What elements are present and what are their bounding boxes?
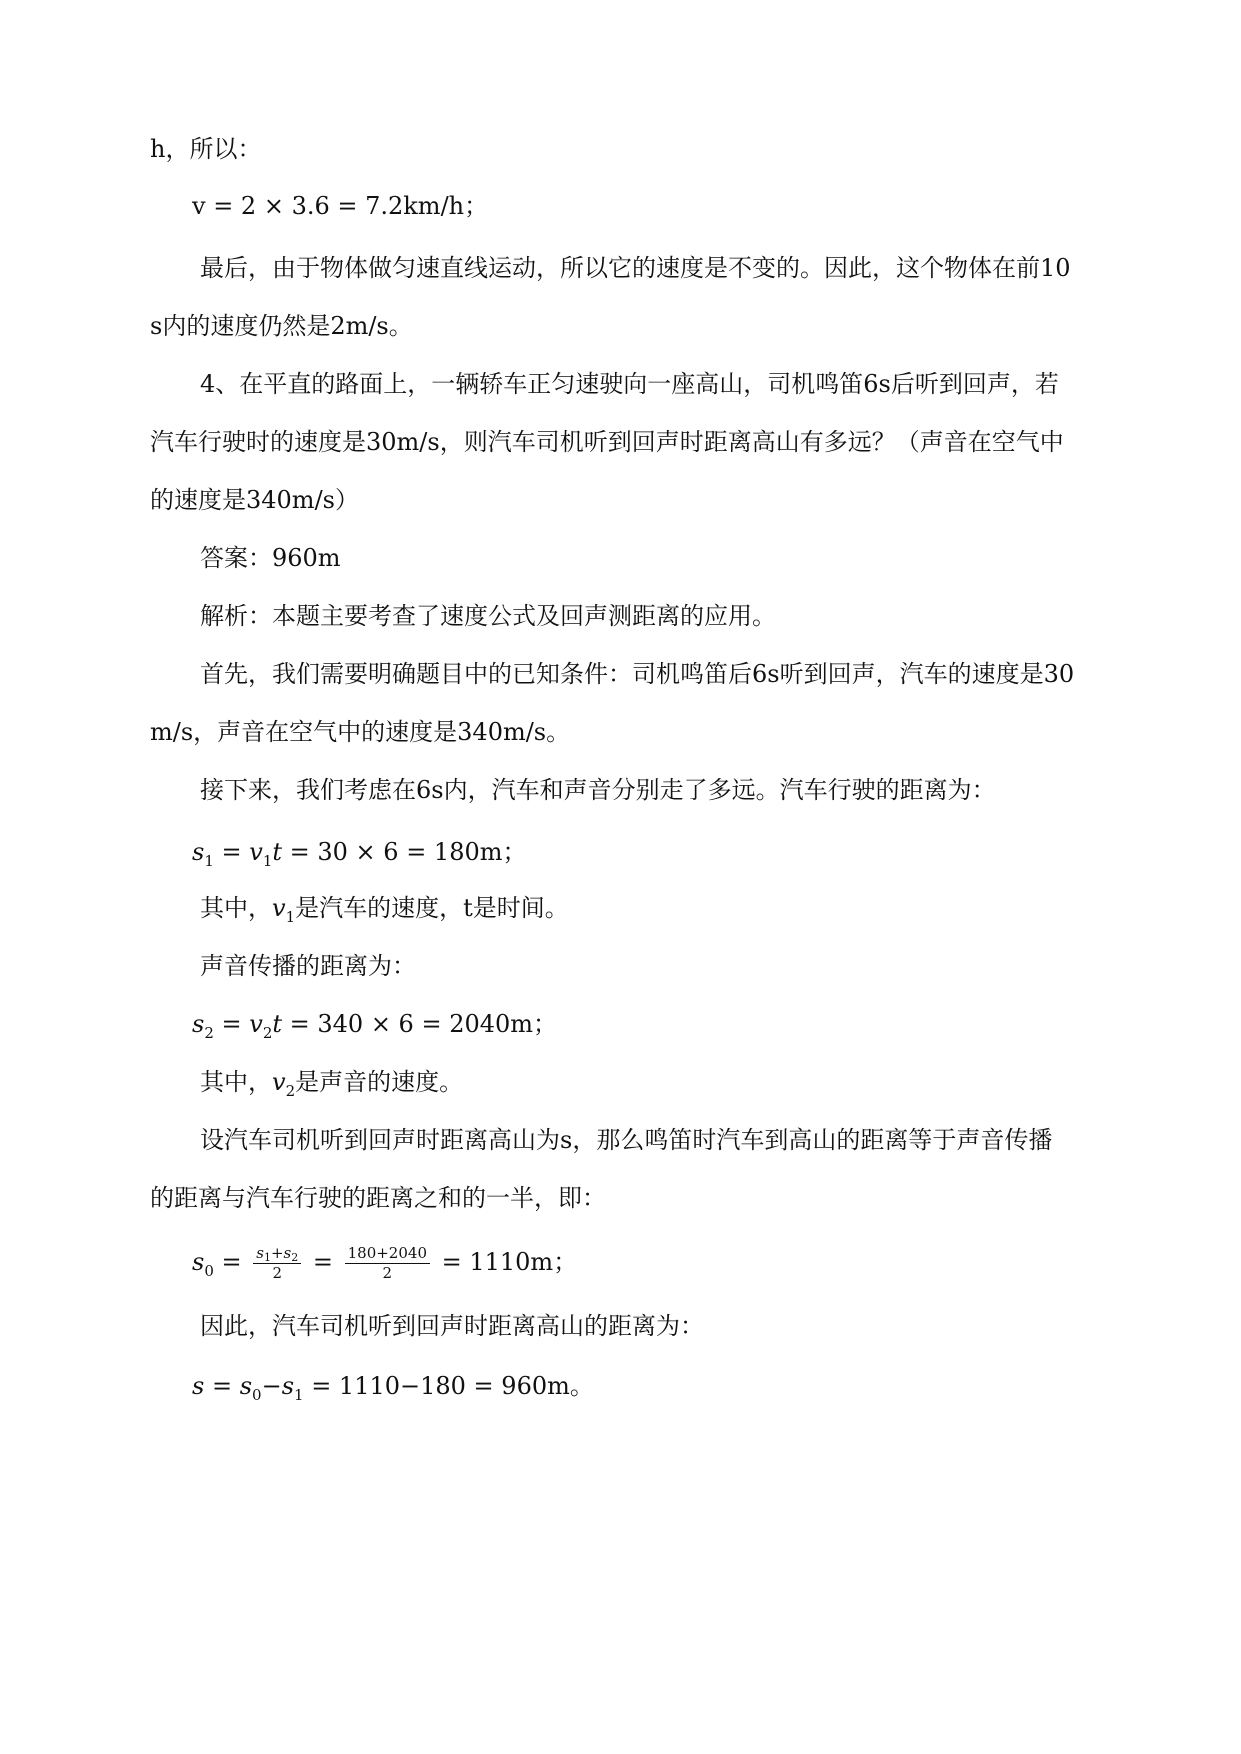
sub-0: 0: [252, 1386, 262, 1404]
equation-speed-conversion: v = 2 × 3.6 = 7.2km/h；: [192, 192, 489, 220]
var-s: s: [239, 1372, 253, 1400]
sub-1: 1: [204, 852, 214, 870]
fraction-symbolic: [253, 1244, 301, 1283]
equation-final-distance: [192, 1370, 594, 1402]
equation-car-distance: [192, 836, 527, 868]
answer-line: 答案：960m: [200, 544, 341, 572]
text-line-10: 首先，我们需要明确题目中的已知条件：司机鸣笛后6s听到回声，汽车的速度是30: [200, 660, 1075, 688]
minus-sign: −: [261, 1372, 282, 1400]
var-s: s: [192, 1010, 205, 1038]
sub-2: 2: [204, 1024, 214, 1042]
fraction-denominator: 2: [382, 1264, 393, 1282]
equation-rest: = 1110−180 = 960m。: [303, 1372, 594, 1400]
note-v2-line: [200, 1066, 463, 1098]
fraction-numerator: [253, 1244, 301, 1264]
text-line-11: m/s，声音在空气中的速度是340m/s。: [150, 718, 571, 746]
text-line-3: 最后，由于物体做匀速直线运动，所以它的速度是不变的。因此，这个物体在前10: [200, 254, 1071, 282]
equation-rest: = 340 × 6 = 2040m；: [282, 1010, 558, 1038]
note-prefix: 其中，: [200, 1068, 272, 1096]
sub-2: 2: [285, 1082, 296, 1100]
var-s: s: [281, 1372, 295, 1400]
sub-0: 0: [204, 1262, 214, 1280]
plus-sign: +: [270, 1244, 284, 1262]
question-4-line-2: 汽车行驶时的速度是30m/s，则汽车司机听到回声时距离高山有多远？（声音在空气中: [150, 428, 1064, 456]
text-line-4: s内的速度仍然是2m/s。: [150, 312, 413, 340]
var-s: s: [256, 1244, 264, 1262]
note-v1-line: [200, 892, 569, 924]
text-line-21: 因此，汽车司机听到回声时距离高山的距离为：: [200, 1312, 704, 1340]
var-s: s: [192, 1372, 205, 1400]
var-t: t: [272, 1010, 283, 1038]
question-4-line-3: 的速度是340m/s）: [150, 486, 359, 514]
text-line-1: h，所以：: [150, 135, 262, 163]
question-4-line-1: 4、在平直的路面上，一辆轿车正匀速驶向一座高山，司机鸣笛6s后听到回声，若: [200, 370, 1059, 398]
fraction-numeric: [345, 1244, 430, 1283]
sub-1: 1: [285, 908, 296, 926]
note-suffix: 是汽车的速度，t是时间。: [295, 894, 569, 922]
var-s: s: [283, 1244, 292, 1262]
note-suffix: 是声音的速度。: [295, 1068, 464, 1096]
var-v: v: [272, 1068, 286, 1096]
sub-1: 1: [263, 1251, 271, 1264]
equals: =: [213, 1010, 250, 1038]
equals: =: [305, 1248, 341, 1276]
equation-rest: = 30 × 6 = 180m；: [282, 838, 527, 866]
equation-initial-distance: [192, 1240, 577, 1284]
var-t: t: [272, 838, 283, 866]
text-line-15: 声音传播的距离为：: [200, 952, 416, 980]
sub-1: 1: [262, 852, 273, 870]
equals: =: [213, 838, 250, 866]
text-line-19: 的距离与汽车行驶的距离之和的一半，即：: [150, 1184, 606, 1212]
equation-rest: = 1110m；: [433, 1248, 578, 1276]
fraction-denominator: 2: [272, 1264, 283, 1282]
equals: =: [204, 1372, 240, 1400]
sub-2: 2: [262, 1024, 273, 1042]
analysis-line: 解析：本题主要考查了速度公式及回声测距离的应用。: [200, 602, 776, 630]
var-s: s: [192, 838, 205, 866]
var-v: v: [272, 894, 286, 922]
note-prefix: 其中，: [200, 894, 272, 922]
var-v: v: [249, 838, 263, 866]
fraction-numerator: 180+2040: [345, 1244, 430, 1264]
equals: =: [213, 1248, 250, 1276]
sub-2: 2: [291, 1251, 299, 1264]
equation-sound-distance: [192, 1008, 557, 1040]
sub-1: 1: [294, 1386, 304, 1404]
text-line-18: 设汽车司机听到回声时距离高山为s，那么鸣笛时汽车到高山的距离等于声音传播: [200, 1126, 1053, 1154]
var-s: s: [192, 1248, 205, 1276]
text-line-12: 接下来，我们考虑在6s内，汽车和声音分别走了多远。汽车行驶的距离为：: [200, 776, 996, 804]
var-v: v: [249, 1010, 263, 1038]
